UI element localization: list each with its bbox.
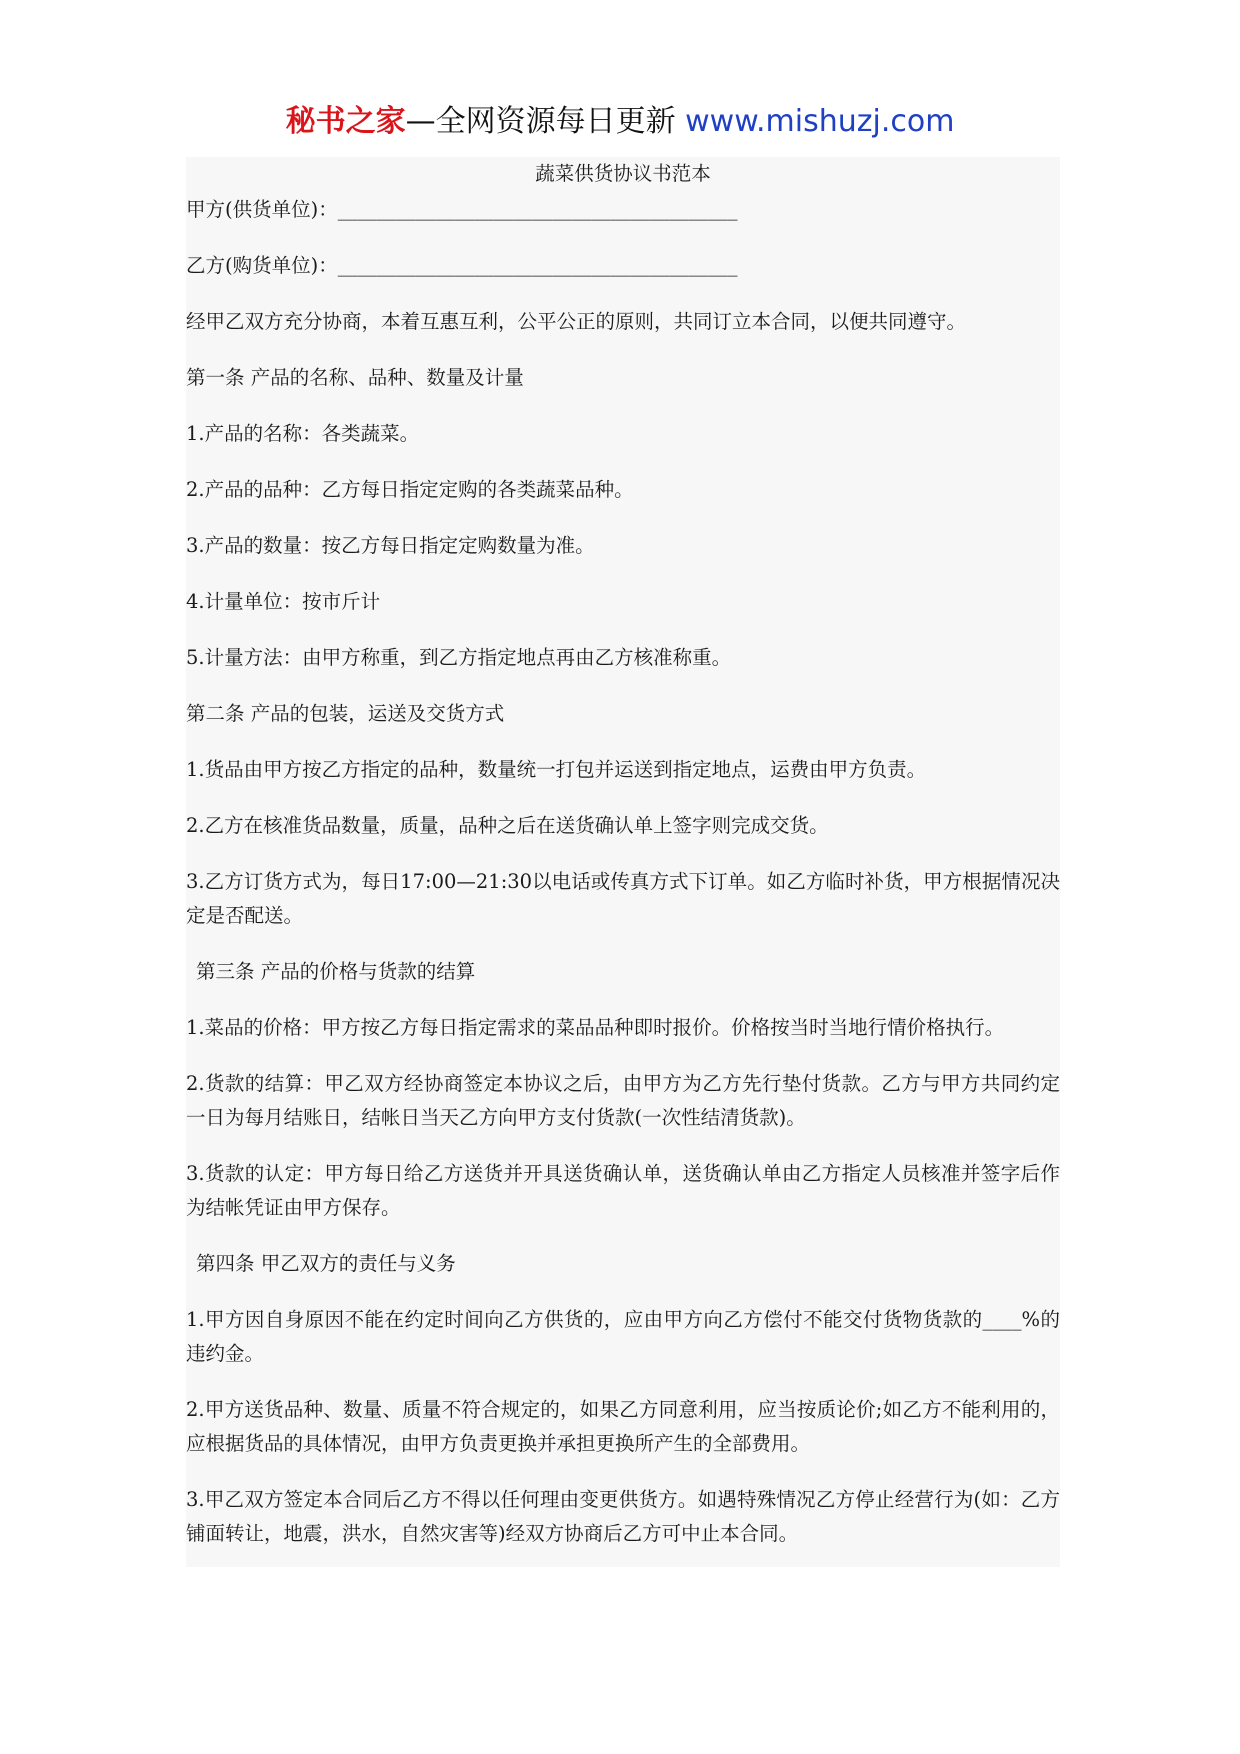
site-banner (0, 100, 1240, 144)
article-4-item: 2.甲方送货品种、数量、质量不符合规定的，如果乙方同意利用，应当按质论价;如乙方不能利用的，应根据货品的具体情况，由甲方负责更换并承担更换所产生的全部费用。 (186, 1398, 1060, 1455)
party-b-line: 乙方(购货单位)：_________________________________________ (186, 254, 738, 277)
article-2-item: 3.乙方订货方式为，每日17:00—21:30以电话或传真方式下订单。如乙方临时补货，甲方根据情况决定是否配送。 (186, 870, 1060, 927)
site-tagline: —全网资源每日更新 (405, 104, 676, 139)
document-title: 蔬菜供货协议书范本 (535, 162, 711, 185)
article-2-item: 2.乙方在核准货品数量，质量，品种之后在送货确认单上签字则完成交货。 (186, 814, 829, 837)
document-body (186, 157, 1060, 1567)
site-brand: 秘书之家 (285, 104, 406, 139)
article-1-item: 4.计量单位：按市斤计 (186, 590, 381, 613)
article-4-heading: 第四条 甲乙双方的责任与义务 (196, 1252, 456, 1275)
site-url-link[interactable]: www.mishuzj.com (685, 104, 955, 139)
intro-paragraph: 经甲乙双方充分协商，本着互惠互利，公平公正的原则，共同订立本合同，以便共同遵守。 (186, 310, 967, 333)
article-4-item: 3.甲乙双方签定本合同后乙方不得以任何理由变更供货方。如遇特殊情况乙方停止经营行为(如：乙方铺面转让，地震，洪水，自然灾害等)经双方协商后乙方可中止本合同。 (186, 1488, 1060, 1545)
article-1-item: 3.产品的数量：按乙方每日指定定购数量为准。 (186, 534, 595, 557)
party-a-line: 甲方(供货单位)：_________________________________________ (186, 198, 738, 221)
article-1-heading: 第一条 产品的名称、品种、数量及计量 (186, 366, 524, 389)
article-1-item: 2.产品的品种：乙方每日指定定购的各类蔬菜品种。 (186, 478, 634, 501)
article-1-item: 1.产品的名称：各类蔬菜。 (186, 422, 420, 445)
article-3-item: 1.菜品的价格：甲方按乙方每日指定需求的菜品品种即时报价。价格按当时当地行情价格执行。 (186, 1016, 1005, 1039)
article-1-item: 5.计量方法：由甲方称重，到乙方指定地点再由乙方核准称重。 (186, 646, 732, 669)
article-4-item: 1.甲方因自身原因不能在约定时间向乙方供货的，应由甲方向乙方偿付不能交付货物货款的____%的违约金。 (186, 1308, 1060, 1365)
article-2-heading: 第二条 产品的包装，运送及交货方式 (186, 702, 505, 725)
article-3-item: 2.货款的结算：甲乙双方经协商签定本协议之后，由甲方为乙方先行垫付货款。乙方与甲方共同约定一日为每月结账日，结帐日当天乙方向甲方支付货款(一次性结清货款)。 (186, 1072, 1060, 1129)
article-3-heading: 第三条 产品的价格与货款的结算 (196, 960, 476, 983)
article-3-item: 3.货款的认定：甲方每日给乙方送货并开具送货确认单，送货确认单由乙方指定人员核准并签字后作为结帐凭证由甲方保存。 (186, 1162, 1060, 1219)
article-2-item: 1.货品由甲方按乙方指定的品种，数量统一打包并运送到指定地点，运费由甲方负责。 (186, 758, 927, 781)
